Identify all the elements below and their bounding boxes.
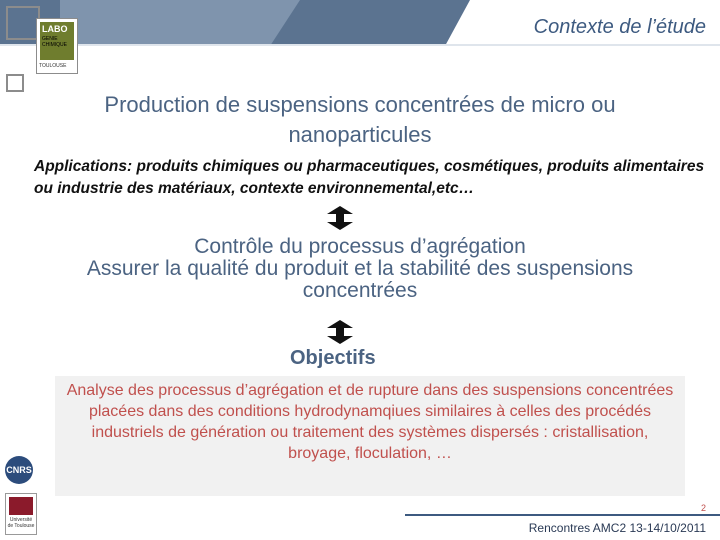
- slide-title: Contexte de l’étude: [533, 16, 706, 38]
- main-heading: Production de suspensions concentrées de micro ou nanoparticules: [104, 92, 616, 147]
- logo-text: LABO: [42, 24, 68, 34]
- footer-text: Rencontres AMC2 13-14/10/2011: [528, 521, 706, 535]
- process-control-section: [60, 236, 660, 302]
- cnrs-logo: CNRS: [5, 456, 33, 484]
- section-subheading: Assurer la qualité du produit et la stabilité des suspensions concentrées: [86, 257, 634, 302]
- double-vertical-arrow-icon: [327, 206, 353, 230]
- objectifs-label: Objectifs: [290, 347, 376, 369]
- section-heading: Contrôle du processus d’agrégation: [194, 235, 526, 258]
- applications-text: Applications: produits chimiques ou pharmaceutiques, cosmétiques, produits alimentaires ou industrie des matériaux, contexte environnemental,etc…: [34, 158, 705, 197]
- logo-text: GENIE CHIMIQUE: [42, 36, 67, 48]
- objectifs-text: Analyse des processus d’agrégation et de rupture dans des suspensions concentrées placées dans des conditions hydrodynamqiues similaires à celles des procédés industriels de génération ou traitement des systèmes dispersés : cristallisation, broyage, floculation, …: [66, 382, 674, 462]
- decorative-square: [6, 6, 40, 40]
- page-number: 2: [700, 503, 706, 513]
- double-vertical-arrow-icon: [327, 320, 353, 344]
- lab-logo: [36, 18, 78, 74]
- footer-divider: [405, 514, 720, 516]
- university-logo-text: Université de Toulouse: [7, 517, 35, 529]
- university-logo: [5, 493, 37, 535]
- logo-text: TOULOUSE: [39, 63, 67, 69]
- decorative-square: [6, 74, 24, 92]
